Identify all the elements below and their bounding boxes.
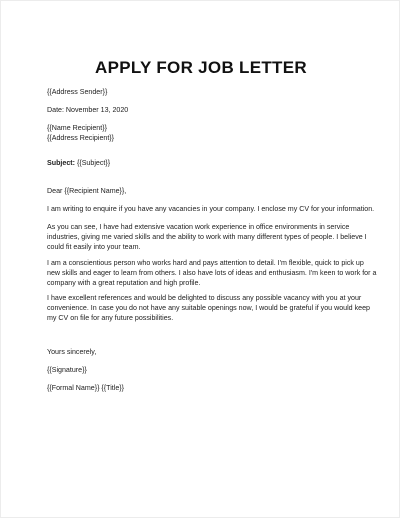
paragraph4-line: my CV on file for any future possibilities.: [47, 314, 174, 322]
subject-value: {{Subject}}: [74, 159, 111, 167]
subject-line: [47, 158, 110, 169]
closing: Yours sincerely,: [47, 348, 97, 356]
name-recipient: {{Name Recipient}}: [47, 124, 107, 132]
paragraph2-line: As you can see, I have had extensive vacation work experience in office environments in service: [47, 223, 350, 231]
paragraph1-line: I am writing to enquire if you have any vacancies in your company. I enclose my CV for your information.: [47, 205, 375, 213]
paragraph3-line: I am a conscientious person who works hard and pays attention to detail. I'm flexible, quick to pick up: [47, 259, 364, 267]
subject-label: Subject:: [47, 159, 75, 167]
address-recipient: {{Address Recipient}}: [47, 134, 115, 142]
letter-date: Date: November 13, 2020: [47, 106, 129, 114]
paragraph4-line: convenience. In case you do not have any suitable openings now, I would be grateful if you would keep: [47, 304, 370, 312]
paragraph3-line: new skills and eager to learn from others. I also have lots of ideas and enthusiasm. I'm keen to work for a: [47, 269, 377, 277]
address-sender: {{Address Sender}}: [47, 88, 108, 96]
salutation: Dear {{Recipient Name}},: [47, 187, 127, 195]
signature: {{Signature}}: [47, 366, 87, 374]
formal-name: {{Formal Name}} {{Title}}: [47, 384, 125, 392]
paragraph4-line: I have excellent references and would be delighted to discuss any possible vacancy with you at your: [47, 294, 362, 302]
letter-title: APPLY FOR JOB LETTER: [95, 58, 307, 77]
paragraph2-line: could fit easily into your team.: [47, 243, 141, 251]
paragraph2-line: industries, giving me varied skills and the ability to work with many different types of people. I believe I: [47, 233, 367, 241]
paragraph3-line: company with a great reputation and high profile.: [47, 279, 201, 287]
